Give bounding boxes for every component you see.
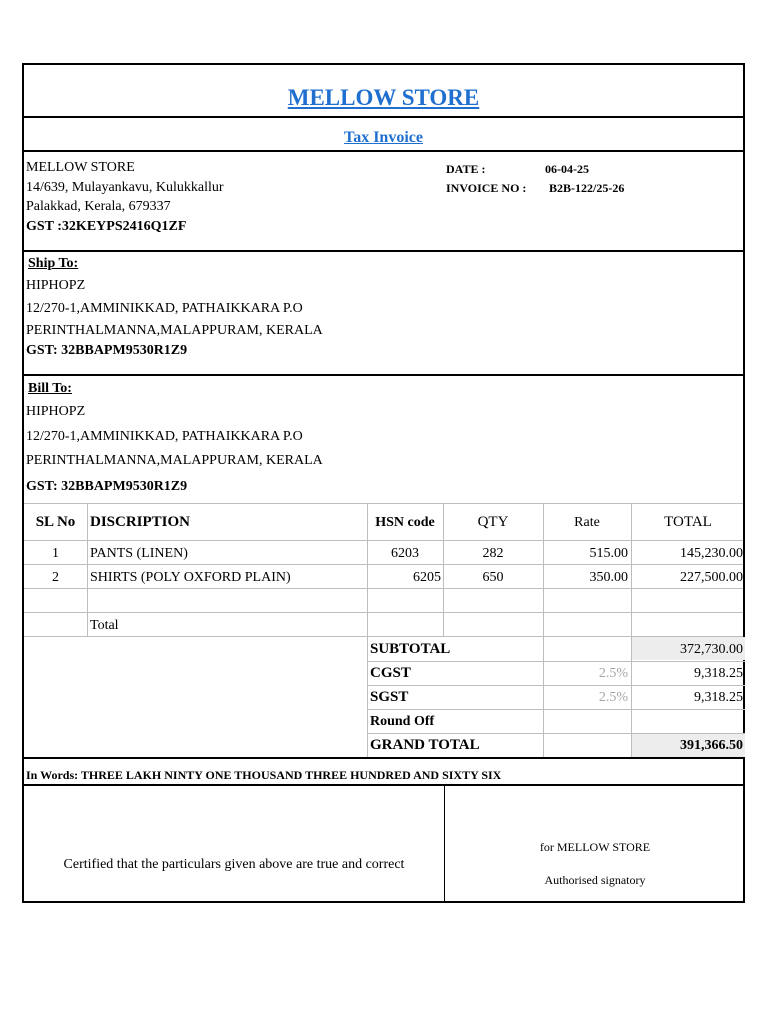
row2-description: SHIRTS (POLY OXFORD PLAIN) <box>90 570 291 585</box>
document-title: Tax Invoice <box>344 129 423 146</box>
authorised-signatory: Authorised signatory <box>544 873 646 887</box>
divider <box>24 374 743 376</box>
grand-total-label: GRAND TOTAL <box>370 737 480 753</box>
table-rule <box>24 588 743 589</box>
invoice-number-value: B2B-122/25-26 <box>549 181 625 195</box>
col-header-hsn: HSN code <box>375 515 435 530</box>
amount-in-words: In Words: THREE LAKH NINTY ONE THOUSAND THREE HUNDRED AND SIXTY SIX <box>26 768 502 782</box>
col-header-description: DISCRIPTION <box>90 514 191 530</box>
row1-description: PANTS (LINEN) <box>90 546 188 561</box>
row1-qty: 282 <box>482 546 504 561</box>
cgst-value: 9,318.25 <box>694 666 743 681</box>
col-header-rate: Rate <box>574 515 600 530</box>
table-rule <box>24 540 743 541</box>
col-header-qty: QTY <box>477 514 509 530</box>
col-header-sl-no: SL No <box>35 514 76 530</box>
bill-to-name: HIPHOPZ <box>26 404 86 419</box>
invoice-number-label: INVOICE NO : <box>446 181 527 195</box>
total-label: Total <box>90 618 119 633</box>
table-rule <box>87 503 88 636</box>
divider <box>24 784 743 786</box>
bill-to-address-line1: 12/270-1,AMMINIKKAD, PATHAIKKARA P.O <box>26 429 303 444</box>
table-rule <box>367 709 745 710</box>
table-rule <box>24 612 743 613</box>
sgst-value: 9,318.25 <box>694 690 743 705</box>
bill-to-gst: GST: 32BBAPM9530R1Z9 <box>26 479 188 494</box>
seller-address-line2: Palakkad, Kerala, 679337 <box>26 199 171 214</box>
table-rule <box>367 685 745 686</box>
col-header-total: TOTAL <box>664 514 712 530</box>
subtotal-value: 372,730.00 <box>680 642 743 657</box>
grand-total-value: 391,366.50 <box>680 738 743 753</box>
row1-hsn: 6203 <box>391 546 419 561</box>
date-label: DATE : <box>446 162 486 176</box>
tax-invoice <box>22 63 745 903</box>
row2-hsn: 6205 <box>413 570 441 585</box>
sgst-rate: 2.5% <box>598 690 628 705</box>
divider <box>24 757 743 759</box>
divider <box>24 116 743 118</box>
row1-rate: 515.00 <box>589 546 628 561</box>
bill-to-address-line2: PERINTHALMANNA,MALAPPURAM, KERALA <box>26 453 323 468</box>
seller-gst: GST :32KEYPS2416Q1ZF <box>26 219 187 234</box>
row2-total: 227,500.00 <box>680 570 743 585</box>
row1-sl-no: 1 <box>52 546 59 561</box>
certification-text: Certified that the particulars given above are true and correct <box>63 857 405 872</box>
ship-to-address-line2: PERINTHALMANNA,MALAPPURAM, KERALA <box>26 323 323 338</box>
table-rule <box>24 564 743 565</box>
store-title: MELLOW STORE <box>287 85 480 110</box>
row2-qty: 650 <box>482 570 504 585</box>
table-rule <box>367 503 368 757</box>
cgst-rate: 2.5% <box>598 666 628 681</box>
divider <box>24 150 743 152</box>
sgst-label: SGST <box>370 689 409 705</box>
seller-name: MELLOW STORE <box>26 160 135 175</box>
seller-address-line1: 14/639, Mulayankavu, Kulukkallur <box>26 180 224 195</box>
ship-to-address-line1: 12/270-1,AMMINIKKAD, PATHAIKKARA P.O <box>26 301 303 316</box>
table-rule <box>24 503 743 504</box>
ship-to-name: HIPHOPZ <box>26 278 86 293</box>
row1-total: 145,230.00 <box>680 546 743 561</box>
for-store-text: for MELLOW STORE <box>539 840 651 854</box>
subtotal-label: SUBTOTAL <box>370 641 451 657</box>
cgst-label: CGST <box>370 665 411 681</box>
bill-to-label: Bill To: <box>28 381 72 396</box>
date-value: 06-04-25 <box>545 162 589 176</box>
table-rule <box>631 503 632 757</box>
divider <box>24 250 743 252</box>
ship-to-gst: GST: 32BBAPM9530R1Z9 <box>26 343 188 358</box>
round-off-label: Round Off <box>370 714 435 729</box>
table-rule <box>367 661 745 662</box>
ship-to-label: Ship To: <box>28 256 79 271</box>
row2-sl-no: 2 <box>52 570 59 585</box>
table-rule <box>543 503 544 757</box>
row2-rate: 350.00 <box>589 570 628 585</box>
